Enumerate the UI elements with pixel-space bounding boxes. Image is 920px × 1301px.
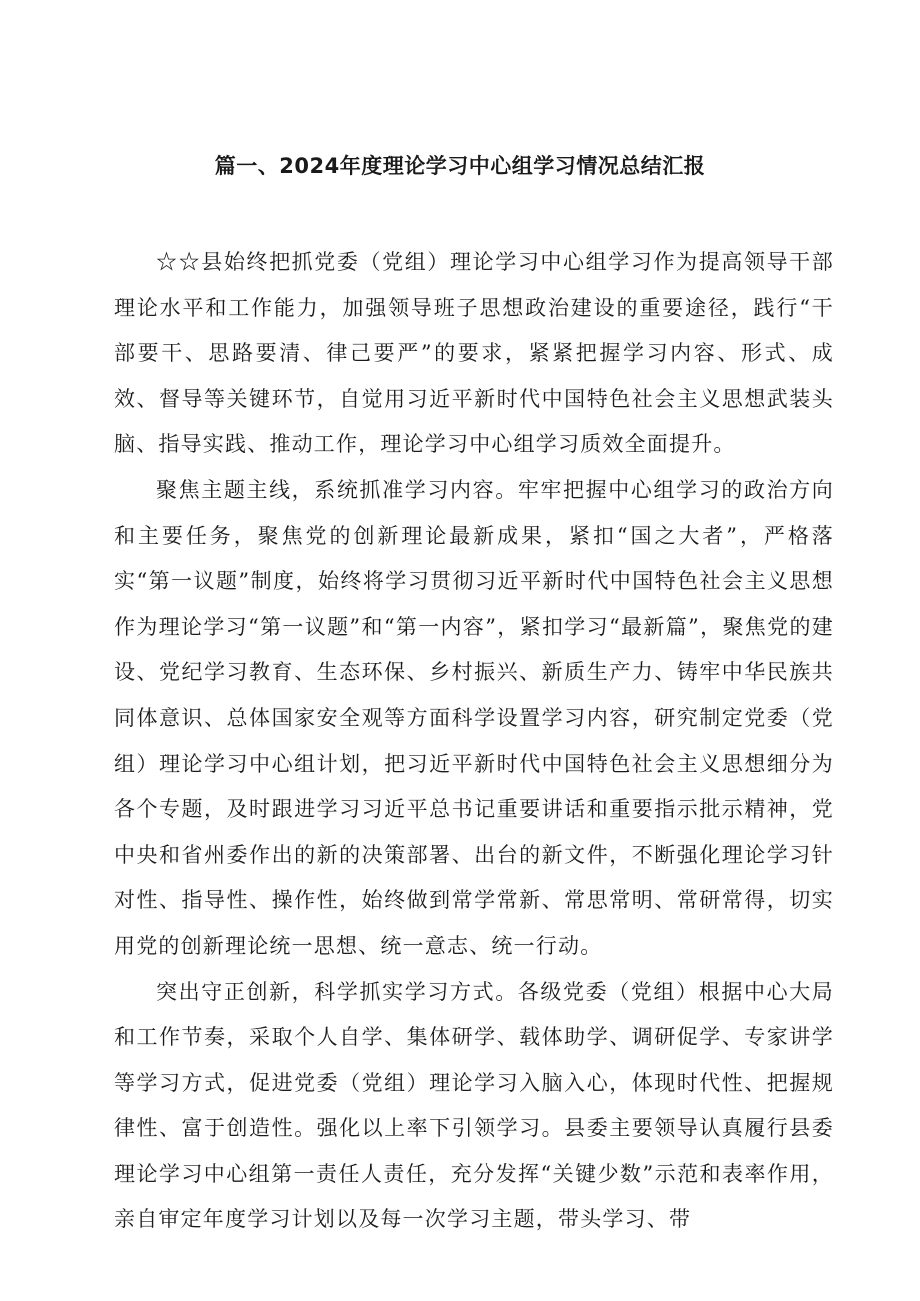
document-title: 篇一、2024年度理论学习中心组学习情况总结汇报 bbox=[214, 154, 706, 178]
paragraph-intro: ☆☆县始终把抓党委（党组）理论学习中心组学习作为提高领导干部理论水平和工作能力，加强领导班子思想政治建设的重要途径，践行“干部要干、思路要清、律己要严”的要求，紧紧把握学习内容、形式、成效、督导等关键环节，自觉用习近平新时代中国特色社会主义思想武装头脑、指导实践、推动工作，理论学习中心组学习质效全面提升。 bbox=[114, 250, 834, 457]
paragraph-study-content: 聚焦主题主线，系统抓准学习内容。牢牢把握中心组学习的政治方向和主要任务，聚焦党的创新理论最新成果，紧扣“国之大者”，严格落实“第一议题”制度，始终将学习贯彻习近平新时代中国特色社会主义思想作为理论学习“第一议题”和“第一内容”，紧扣学习“最新篇”，聚焦党的建设、党纪学习教育、生态环保、乡村振兴、新质生产力、铸牢中华民族共同体意识、总体国家安全观等方面科学设置学习内容，研究制定党委（党组）理论学习中心组计划，把习近平新时代中国特色社会主义思想细分为各个专题，及时跟进学习习近平总书记重要讲话和重要指示批示精神，党中央和省州委作出的新的决策部署、出台的新文件，不断强化理论学习针对性、指导性、操作性，始终做到常学常新、常思常明、常研常得，切实用党的创新理论统一思想、统一意志、统一行动。 bbox=[114, 477, 834, 958]
paragraph-study-methods: 突出守正创新，科学抓实学习方式。各级党委（党组）根据中心大局和工作节奏，采取个人自学、集体研学、载体助学、调研促学、专家讲学等学习方式，促进党委（党组）理论学习入脑入心，体现时代性、把握规律性、富于创造性。强化以上率下引领学习。县委主要领导认真履行县委理论学习中心组第一责任人责任，充分发挥“关键少数”示范和表率作用，亲自审定年度学习计划以及每一次学习主题，带头学习、带 bbox=[114, 979, 834, 1232]
document-body bbox=[114, 240, 834, 1243]
